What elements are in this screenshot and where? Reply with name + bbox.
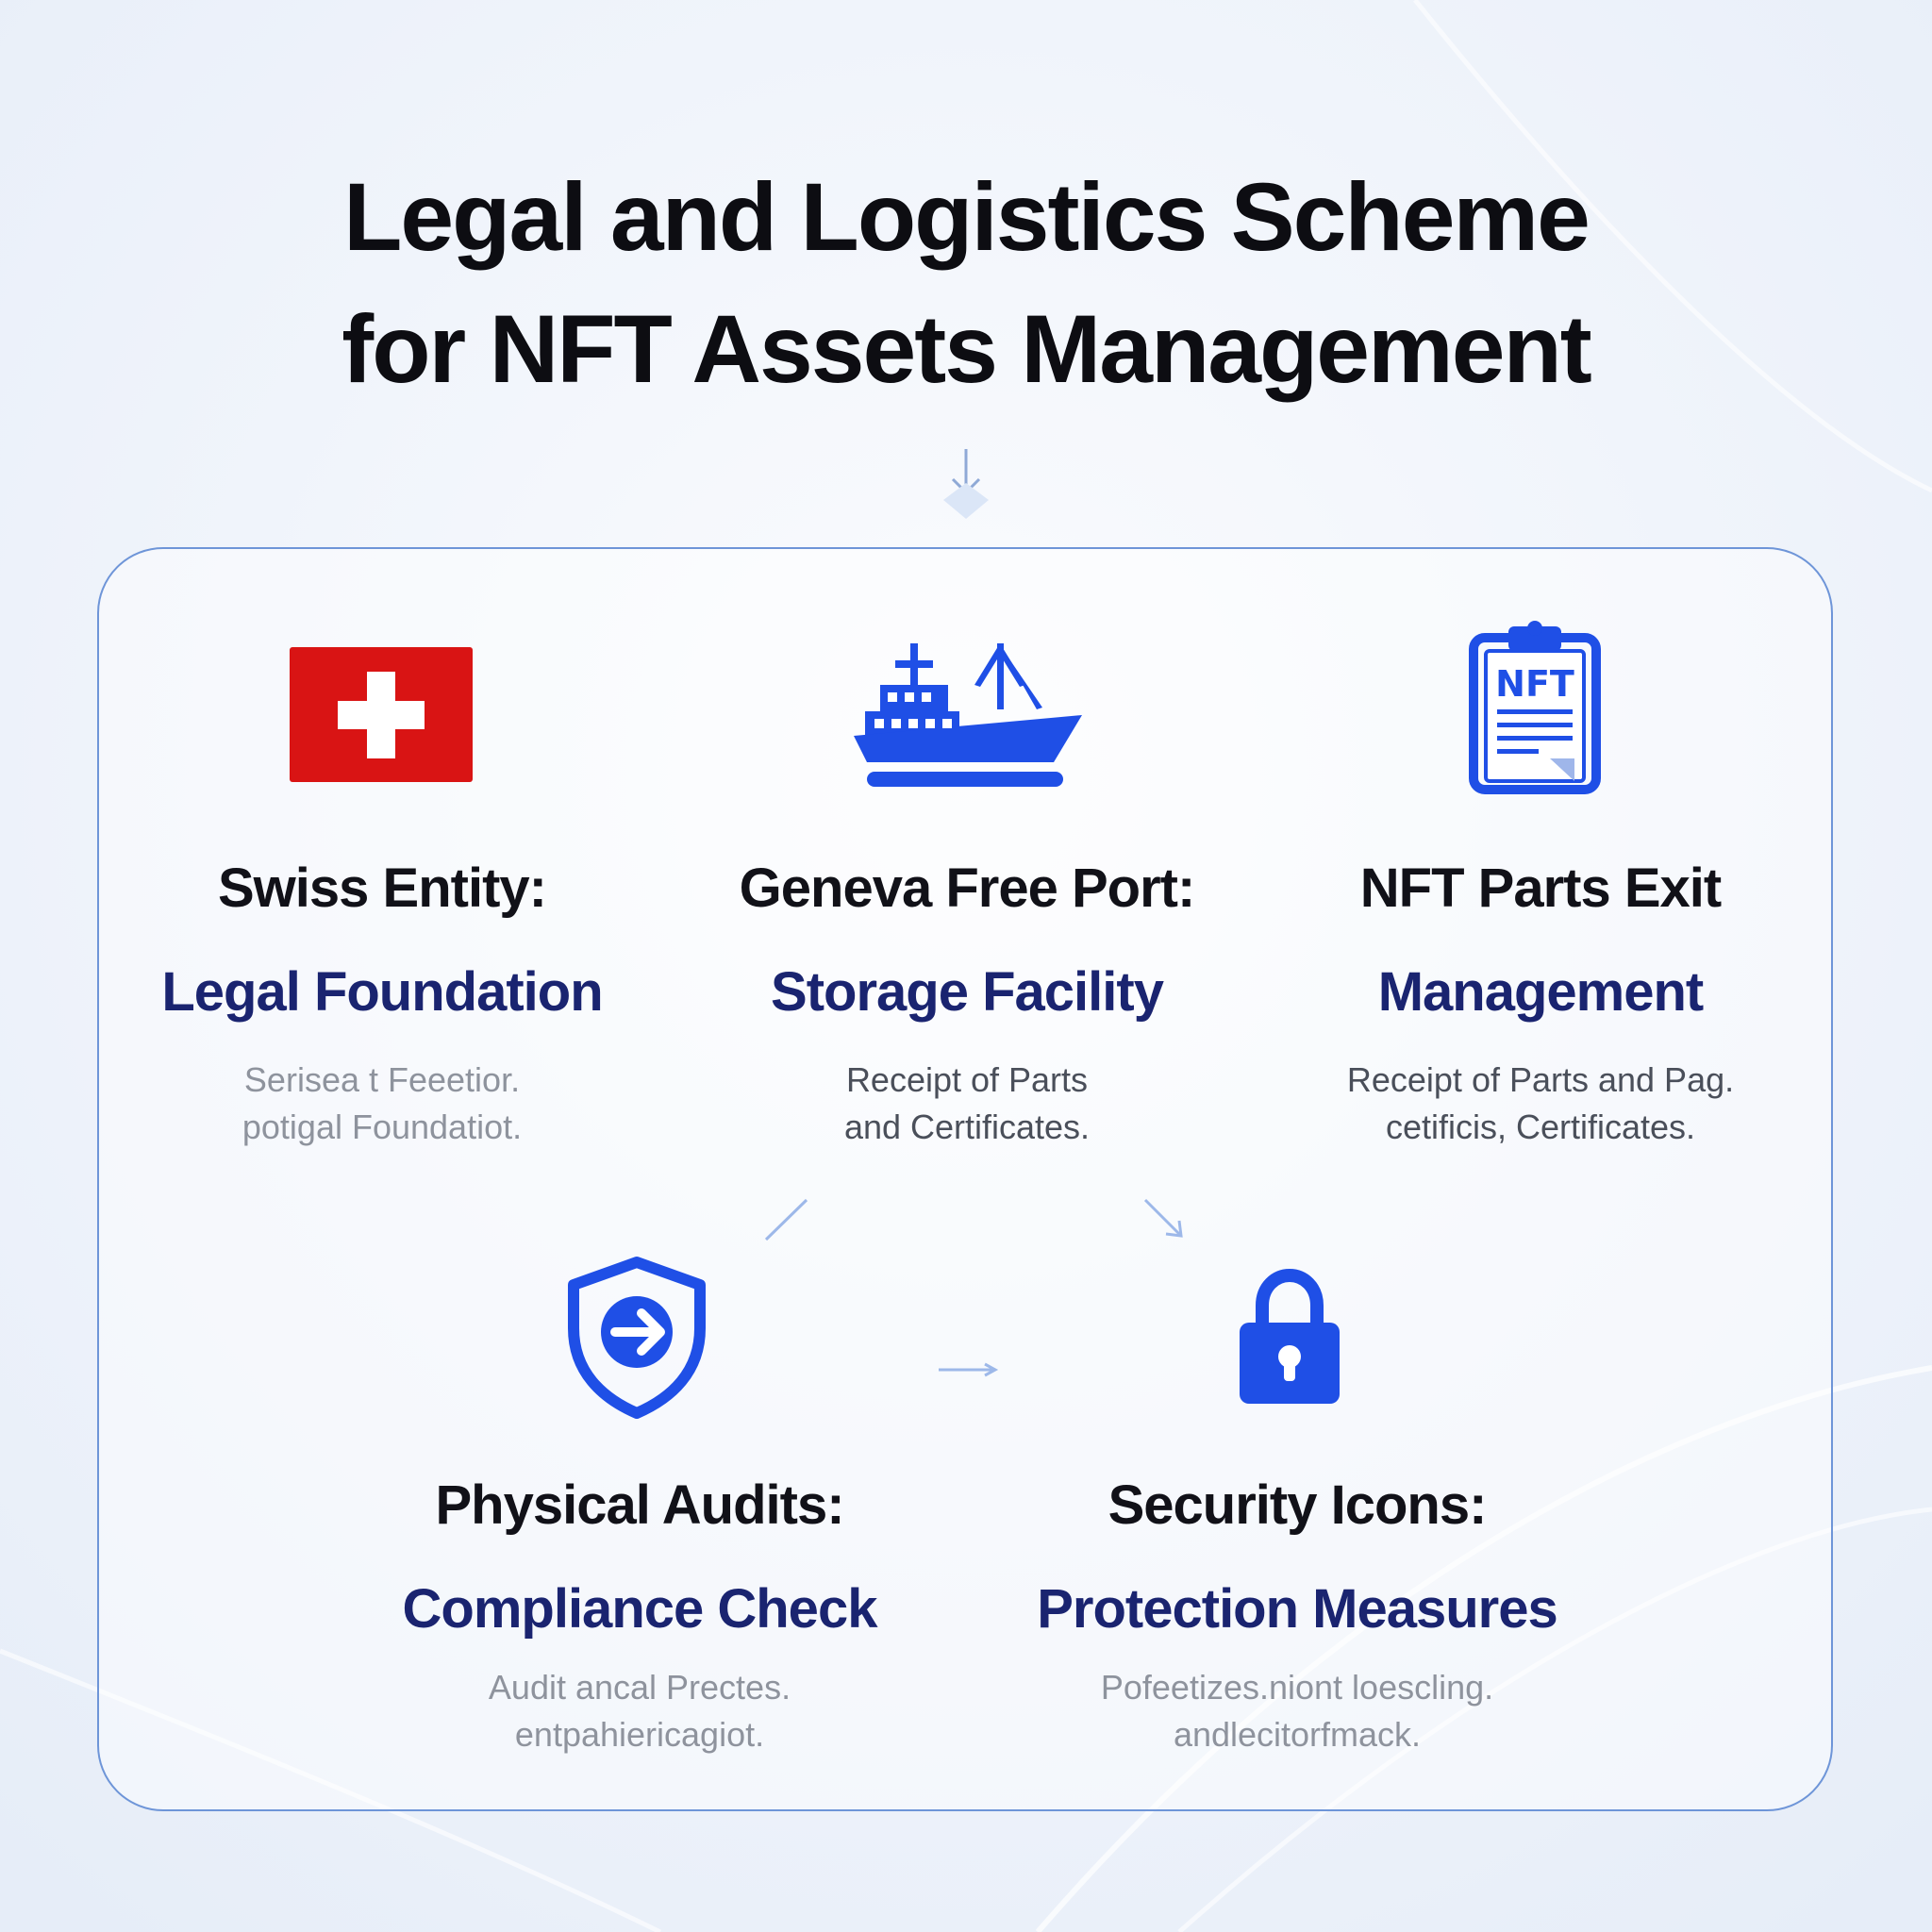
title-line-1: Legal and Logistics Scheme [343, 163, 1589, 271]
item-2-heading: Geneva Free Port: [739, 858, 1195, 919]
nft-clipboard-icon [1469, 619, 1601, 794]
item-2-description-line-2: and Certificates. [843, 1108, 1091, 1146]
item-3-subheading: Management [1377, 961, 1704, 1023]
item-2-description [665, 1057, 1269, 1151]
item-2-subheading: Storage Facility [771, 961, 1163, 1023]
nft-clipboard-label: NFT [1495, 663, 1574, 705]
shield-arrow-icon [566, 1255, 708, 1419]
item-1-heading: Swiss Entity: [218, 858, 546, 919]
item-4-description-line-2: entpahiericagiot. [514, 1715, 765, 1754]
item-5-description-line-1: Pofeetizes.niont loescling. [1100, 1668, 1494, 1707]
item-4-description [338, 1664, 941, 1758]
item-4-description-line-1: Audit ancal Prectes. [488, 1668, 791, 1707]
item-3-description-line-1: Receipt of Parts and Pag. [1346, 1060, 1735, 1099]
page-title [0, 151, 1932, 415]
title-line-2: for NFT Assets Management [341, 295, 1591, 403]
item-4-subheading: Compliance Check [402, 1578, 877, 1640]
item-3-heading: NFT Parts Exit [1359, 858, 1722, 919]
item-4-heading: Physical Audits: [435, 1474, 844, 1536]
item-5-heading: Security Icons: [1108, 1474, 1487, 1536]
item-3-description-line-2: cetificis, Certificates. [1385, 1108, 1696, 1146]
item-1-description-line-2: potigal Foundatiot. [242, 1108, 523, 1146]
item-1-description-line-1: Serisea t Feeetior. [243, 1060, 521, 1099]
item-1-subheading: Legal Foundation [161, 961, 603, 1023]
swiss-flag-icon [290, 647, 473, 782]
item-5-description-line-2: andlecitorfmack. [1173, 1715, 1422, 1754]
item-2-description-line-1: Receipt of Parts [845, 1060, 1089, 1099]
padlock-icon [1238, 1268, 1341, 1406]
item-5-subheading: Protection Measures [1037, 1578, 1557, 1640]
item-1-description [80, 1057, 684, 1151]
item-3-description [1239, 1057, 1842, 1151]
item-5-description [995, 1664, 1599, 1758]
ship-icon [854, 641, 1082, 787]
